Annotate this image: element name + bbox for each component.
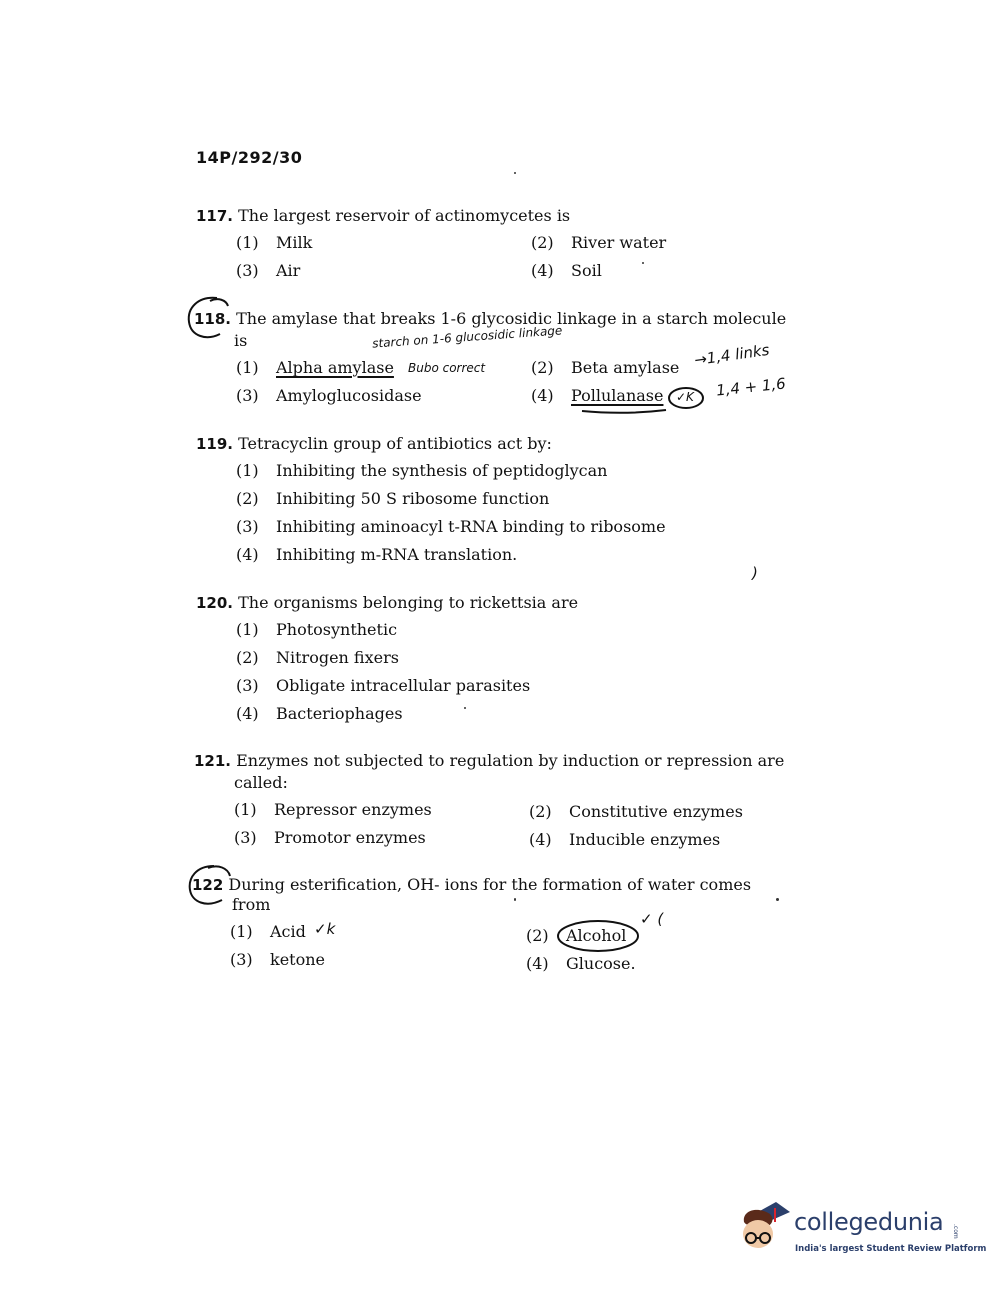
option-121-1 xyxy=(234,800,432,819)
option-text: Inducible enzymes xyxy=(569,830,721,849)
handwritten-note: Bubo correct xyxy=(408,361,486,375)
option-120-3 xyxy=(236,676,530,695)
handwritten-tick: ✓ ( xyxy=(640,910,664,928)
question-122 xyxy=(192,874,751,896)
option-122-1 xyxy=(230,922,306,941)
option-120-1 xyxy=(236,620,397,639)
question-number: 120. xyxy=(196,594,234,612)
option-number: (3) xyxy=(236,261,259,280)
logo-wordmark: collegedunia xyxy=(794,1208,944,1236)
question-120 xyxy=(196,592,578,614)
option-number: (2) xyxy=(529,802,552,821)
option-text: Repressor enzymes xyxy=(274,800,432,819)
question-stem: Enzymes not subjected to regulation by induction or repression are xyxy=(236,751,785,770)
option-text: Amyloglucosidase xyxy=(276,386,422,405)
mascot-icon xyxy=(736,1198,794,1258)
handwritten-note: →1,4 links xyxy=(693,340,771,370)
option-number: (4) xyxy=(236,545,259,564)
option-number: (4) xyxy=(531,386,554,405)
option-text: ketone xyxy=(270,950,325,969)
question-117 xyxy=(196,205,570,227)
handwritten-note: 1,4 + 1,6 xyxy=(715,374,787,400)
option-text: Inhibiting aminoacyl t-RNA binding to ribosome xyxy=(276,517,666,536)
logo-tagline: India's largest Student Review Platform xyxy=(795,1244,987,1254)
option-122-3 xyxy=(230,950,325,969)
question-stem: During esterification, OH- ions for the formation of water comes xyxy=(228,875,752,894)
handwritten-tick: ✓k xyxy=(314,920,336,938)
option-text: River water xyxy=(571,233,667,252)
option-number: (2) xyxy=(526,926,549,945)
option-118-3 xyxy=(236,386,422,405)
question-118-line2: is xyxy=(234,331,248,350)
option-text: Constitutive enzymes xyxy=(569,802,743,821)
option-number: (2) xyxy=(236,489,259,508)
question-stem: The largest reservoir of actinomycetes is xyxy=(238,206,571,225)
handwritten-circle xyxy=(554,914,646,954)
option-text: Inhibiting m-RNA translation. xyxy=(276,545,518,564)
option-text: Glucose. xyxy=(566,954,636,973)
option-118-1 xyxy=(236,358,394,377)
option-119-2 xyxy=(236,489,549,508)
option-text: Photosynthetic xyxy=(276,620,398,639)
speck xyxy=(514,898,516,901)
question-number: 122 xyxy=(192,876,224,894)
option-number: (4) xyxy=(531,261,554,280)
question-119 xyxy=(196,433,552,455)
option-119-1 xyxy=(236,461,607,480)
question-stem: The amylase that breaks 1-6 glycosidic linkage in a starch molecule xyxy=(236,309,787,328)
option-122-4 xyxy=(526,954,636,973)
option-121-2 xyxy=(529,802,743,821)
option-text: Pollulanase xyxy=(571,386,664,405)
option-120-2 xyxy=(236,648,399,667)
option-number: (3) xyxy=(236,386,259,405)
logo-com: .com xyxy=(952,1224,959,1239)
option-text: Alcohol xyxy=(566,926,627,945)
option-121-3 xyxy=(234,828,426,847)
option-117-1 xyxy=(236,233,312,252)
option-118-4 xyxy=(531,386,663,405)
speck xyxy=(776,898,779,901)
option-number: (3) xyxy=(236,676,259,695)
question-stem: The organisms belonging to rickettsia are xyxy=(238,593,579,612)
handwritten-underline xyxy=(580,406,670,416)
question-121-line2: called: xyxy=(234,773,288,792)
option-117-4 xyxy=(531,261,602,280)
option-118-2 xyxy=(531,358,679,377)
option-number: (3) xyxy=(230,950,253,969)
option-number: (4) xyxy=(529,830,552,849)
question-number: 121. xyxy=(194,752,232,770)
option-117-2 xyxy=(531,233,666,252)
option-number: (1) xyxy=(234,800,257,819)
option-text: Inhibiting the synthesis of peptidoglycan xyxy=(276,461,608,480)
option-text: Obligate intracellular parasites xyxy=(276,676,531,695)
option-text: Acid xyxy=(270,922,306,941)
question-122-line2: from xyxy=(232,895,271,914)
option-number: (2) xyxy=(531,233,554,252)
option-number: (1) xyxy=(236,358,259,377)
question-number: 119. xyxy=(196,435,234,453)
option-text: Air xyxy=(276,261,301,280)
question-stem: Tetracyclin group of antibiotics act by: xyxy=(238,434,552,453)
speck xyxy=(642,262,644,264)
question-number: 118. xyxy=(194,310,232,328)
question-121 xyxy=(194,750,784,772)
handwritten-note: ✓K xyxy=(676,390,694,404)
option-text: Bacteriophages xyxy=(276,704,403,723)
question-118 xyxy=(194,308,786,330)
option-119-4 xyxy=(236,545,517,564)
option-number: (1) xyxy=(236,620,259,639)
option-119-3 xyxy=(236,517,666,536)
option-number: (2) xyxy=(236,648,259,667)
option-number: (1) xyxy=(230,922,253,941)
option-number: (4) xyxy=(526,954,549,973)
option-text: Alpha amylase xyxy=(276,358,394,377)
option-text: Nitrogen fixers xyxy=(276,648,399,667)
option-text: Soil xyxy=(571,261,602,280)
question-number: 117. xyxy=(196,207,234,225)
option-number: (3) xyxy=(234,828,257,847)
option-text: Promotor enzymes xyxy=(274,828,426,847)
collegedunia-logo[interactable] xyxy=(736,1198,987,1268)
option-121-4 xyxy=(529,830,720,849)
speck xyxy=(514,172,516,174)
option-text: Beta amylase xyxy=(571,358,680,377)
option-text: Milk xyxy=(276,233,313,252)
handwritten-mark: ) xyxy=(752,564,758,582)
speck xyxy=(464,707,466,709)
option-117-3 xyxy=(236,261,300,280)
option-120-4 xyxy=(236,704,403,723)
option-text: Inhibiting 50 S ribosome function xyxy=(276,489,550,508)
handwritten-note: starch on 1-6 glucosidic linkage xyxy=(371,323,563,351)
option-number: (1) xyxy=(236,233,259,252)
option-number: (4) xyxy=(236,704,259,723)
option-number: (3) xyxy=(236,517,259,536)
paper-code: 14P/292/30 xyxy=(196,148,303,167)
option-number: (2) xyxy=(531,358,554,377)
option-number: (1) xyxy=(236,461,259,480)
